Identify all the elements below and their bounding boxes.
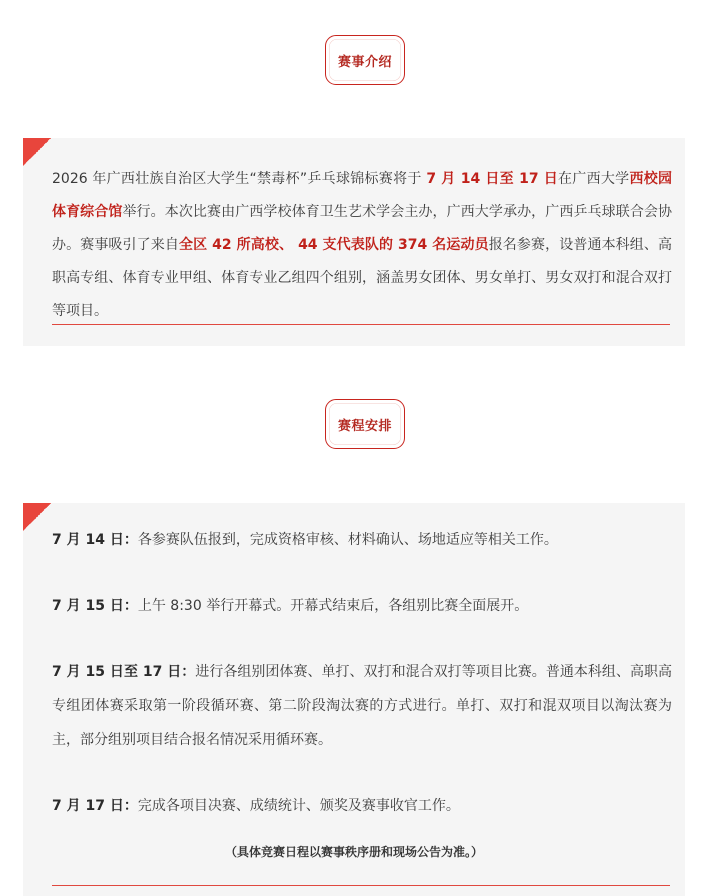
- schedule-date: 7 月 15 日：: [52, 598, 138, 614]
- schedule-text: 完成各项目决赛、成绩统计、颁奖及赛事收官工作。: [137, 798, 460, 814]
- intro-text-segment: 2026 年广西壮族自治区大学生“禁毒杯”乒乓球锦标赛将于: [52, 171, 427, 187]
- intro-text-segment: 报名参赛，设普通本科组、高职高专组、体育专业甲组、体育专业乙组四个组别，涵盖男女团体、男女单打、男女双打和混合双打等项目。: [52, 237, 673, 319]
- intro-highlight-participants: 全区 42 所高校、 44 支代表队的 374 名运动员: [178, 237, 489, 253]
- schedule-item: [52, 589, 672, 623]
- section-title-schedule: [325, 399, 405, 449]
- schedule-item: [52, 523, 672, 557]
- corner-triangle-decoration: [23, 138, 51, 166]
- schedule-card: [23, 503, 685, 896]
- intro-highlight-dates: 7 月 14 日至 17 日: [426, 171, 559, 187]
- intro-card: [23, 138, 685, 346]
- corner-triangle-decoration: [23, 503, 51, 531]
- schedule-item: [52, 789, 672, 823]
- schedule-date: 7 月 15 日至 17 日：: [52, 664, 196, 680]
- intro-text-segment: 在广西大学: [558, 171, 630, 187]
- schedule-date: 7 月 14 日：: [52, 532, 138, 548]
- schedule-divider: [52, 885, 670, 886]
- intro-divider: [52, 324, 670, 325]
- schedule-text: 各参赛队伍报到，完成资格审核、材料确认、场地适应等相关工作。: [137, 532, 558, 548]
- schedule-title-label: 赛程安排: [337, 418, 392, 434]
- schedule-item: [52, 655, 672, 757]
- intro-text-segment: 举行。本次比赛由广西学校体育卫生艺术学会主办，广西大学承办，广西乒乓球联合会协办。赛事吸引了来自: [52, 204, 673, 253]
- schedule-date: 7 月 17 日：: [52, 798, 138, 814]
- section-title-intro: [325, 35, 405, 85]
- schedule-note: （具体竞赛日程以赛事秩序册和现场公告为准。）: [224, 845, 483, 859]
- intro-paragraph: [52, 163, 672, 328]
- schedule-text: 上午 8:30 举行开幕式。开幕式结束后，各组别比赛全面展开。: [137, 598, 529, 614]
- schedule-text: 进行各组别团体赛、单打、双打和混合双打等项目比赛。普通本科组、高职高专组团体赛采取第一阶段循环赛、第二阶段淘汰赛的方式进行。单打、双打和混双项目以淘汰赛为主，部分组别项目结合报名情况采用循环赛。: [52, 664, 673, 748]
- intro-title-label: 赛事介绍: [337, 54, 392, 70]
- intro-highlight-venue: 西校园体育综合馆: [52, 171, 673, 220]
